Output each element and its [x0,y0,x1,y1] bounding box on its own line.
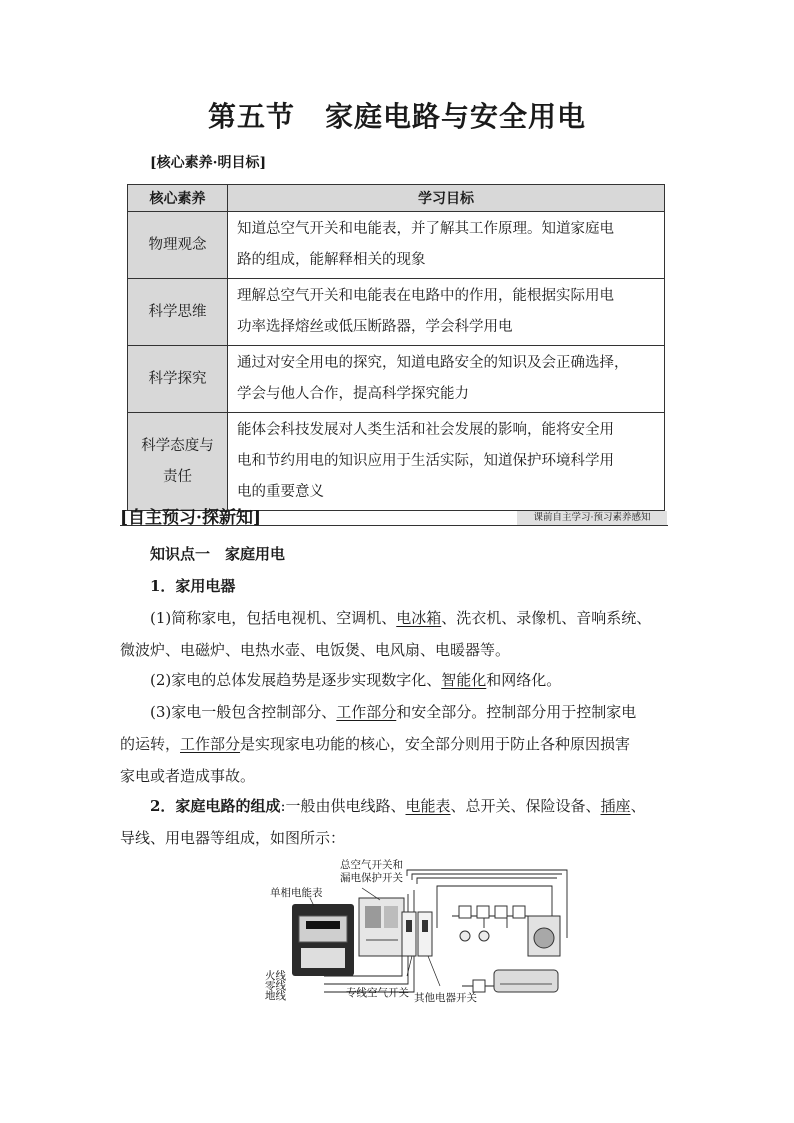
row-description: 通过对安全用电的探究，知道电路安全的知识及会正确选择， 学会与他人合作，提高科学探究能力 [228,346,665,413]
main-breaker-icon [359,898,404,956]
meter-icon [292,904,354,976]
goals-table [127,184,665,511]
page-title: 第五节 家庭电路与安全用电 [207,100,587,133]
main-switch-label: 总空气开关和 [340,859,403,871]
washing-machine-icon [528,916,560,956]
row-category: 科学态度与 责任 [128,413,228,511]
row-category: 科学探究 [128,346,228,413]
neutral-wire-label: 零线 [265,980,286,992]
table-header-row [128,185,665,212]
dedicated-switch-label: 专线空气开关 [346,987,409,999]
knowledge-point-title: 知识点一 家庭用电 [150,545,286,563]
branch-breakers-icon [402,912,432,956]
ground-wire-label: 地线 [265,990,286,1002]
household-circuit-figure [262,858,572,1006]
light-bulb-icon [460,931,489,941]
meter-label: 单相电能表 [270,887,323,899]
header-core-literacy: 核心素养 [128,185,228,212]
item1-paragraph2: (2)家电的总体发展趋势是逐步实现数字化、智能化和网络化。 [150,671,562,689]
row-description: 知道总空气开关和电能表，并了解其工作原理。知道家庭电 路的组成，能解释相关的现象 [228,212,665,279]
air-conditioner-icon [494,970,558,992]
section-tag: 课前自主学习·预习素养感知 [517,511,667,525]
table-row [128,346,665,413]
header-learning-goal: 学习目标 [228,185,665,212]
other-switch-label: 其他电器开关 [414,992,477,1004]
section-divider [120,525,668,526]
section-heading: [自主预习·探新知] [120,508,262,528]
item1-paragraph1: (1)简称家电，包括电视机、空调机、电冰箱、洗衣机、录像机、音响系统、 微波炉、电磁炉、电热水壶、电饭煲、电风扇、电暖器等。 [120,609,652,659]
live-wire-label: 火线 [265,970,286,982]
item2-paragraph: 2．家庭电路的组成:一般由供电线路、电能表、总开关、保险设备、插座、 导线、用电器等组成，如图所示： [120,797,646,847]
row-description: 能体会科技发展对人类生活和社会发展的影响，能将安全用 电和节约用电的知识应用于生活实际，知道保护环境科学用 电的重要意义 [228,413,665,511]
core-literacy-label: [核心素养·明目标] [150,155,267,171]
row-description: 理解总空气开关和电能表在电路中的作用，能根据实际用电 功率选择熔丝或低压断路器，学会科学用电 [228,279,665,346]
row-category: 物理观念 [128,212,228,279]
table-row [128,279,665,346]
item1-paragraph3: (3)家电一般包含控制部分、工作部分和安全部分。控制部分用于控制家电 的运转，工作部分是实现家电功能的核心，安全部分则用于防止各种原因损害 家电或者造成事故。 [120,703,637,785]
table-row [128,413,665,511]
row-category: 科学思维 [128,279,228,346]
leakage-switch-label: 漏电保护开关 [340,872,403,884]
item1-title: 1．家用电器 [150,577,236,595]
table-row [128,212,665,279]
